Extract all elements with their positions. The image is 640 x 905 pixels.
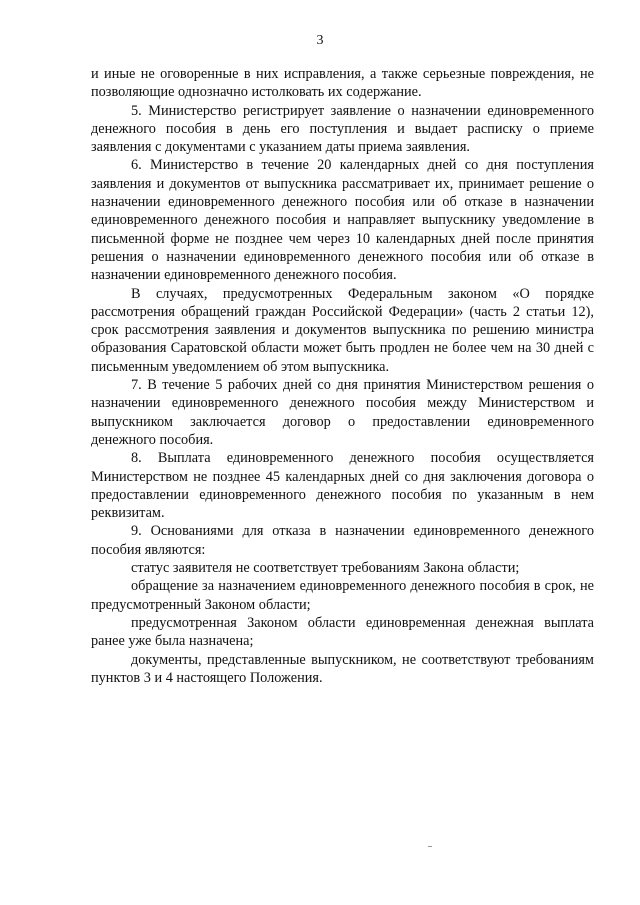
refusal-reason-1: статус заявителя не соответствует требованиям Закона области; [131,560,520,577]
refusal-reason-2: обращение за назначением единовременного денежного пособия в срок, не предусмотренный Законом области; [91,578,594,613]
page-number: 3 [316,33,324,48]
paragraph-item-6: 6. Министерство в течение 20 календарных дней со дня поступления заявления и документов от выпускника рассматривает их, принимает решение о назначении единовременного денежного пособия или об отказе в назначении единовременного денежного пособия и направляет выпускнику уведомление в письменной форме не позднее чем через 10 календарных дней после принятия решения о назначении единовременного денежного пособия или об отказе в назначении единовременного денежного пособия. [91,157,594,284]
paragraph-item-8: 8. Выплата единовременного денежного пособия осуществляется Министерством не позднее 45 календарных дней со дня заключения договора о предоставлении единовременного денежного пособия по указанным в нем реквизитам. [91,450,594,522]
refusal-reason-3: предусмотренная Законом области единовременная денежная выплата ранее уже была назначена; [91,614,594,650]
paragraph-item-6-extension: В случаях, предусмотренных Федеральным законом «О порядке рассмотрения обращений граждан Российской Федерации» (часть 2 статьи 12), срок рассмотрения заявления и документов выпускника по решению министра образования Саратовской области может быть продлен не более чем на 30 дней с письменным уведомлением об этом выпускника. [91,285,594,375]
scan-speck [428,846,432,847]
document-body [91,65,594,687]
paragraph-item-9: 9. Основаниями для отказа в назначении единовременного денежного пособия являются: [91,523,594,558]
paragraph-item-5: 5. Министерство регистрирует заявление о назначении единовременного денежного пособия в день его поступления и выдает расписку о приеме заявления с документами с указанием даты приема заявления. [91,102,594,156]
paragraph-continuation: и иные не оговоренные в них исправления, а также серьезные повреждения, не позволяющие однозначно истолковать их содержание. [91,66,594,101]
paragraph-item-7: 7. В течение 5 рабочих дней со дня принятия Министерством решения о назначении единовременного денежного пособия между Министерством и выпускником заключается договор о предоставлении единовременного денежного пособия. [91,377,594,448]
refusal-reason-4: документы, представленные выпускником, не соответствуют требованиям пунктов 3 и 4 настоящего Положения. [91,651,594,686]
